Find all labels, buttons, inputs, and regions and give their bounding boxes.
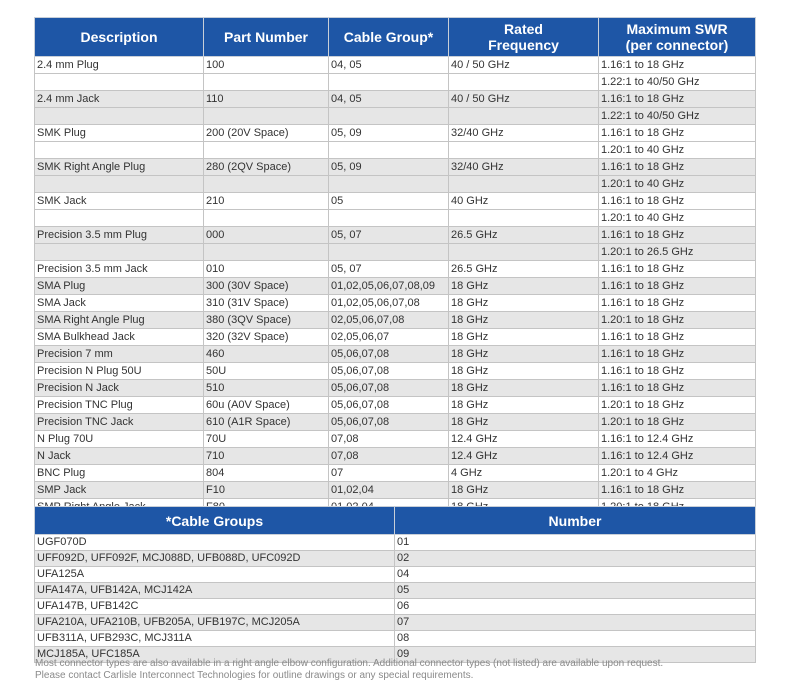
cable-group-names-cell: UFF092D, UFF092F, MCJ088D, UFB088D, UFC092D	[35, 551, 395, 567]
header-maximum-swr: Maximum SWR (per connector)	[599, 18, 756, 57]
part-number-cell: 510	[204, 380, 329, 397]
cable-group-cell	[329, 108, 449, 125]
cable-group-cell: 02,05,06,07,08	[329, 312, 449, 329]
table-row	[35, 363, 756, 380]
part-number-cell: 710	[204, 448, 329, 465]
cable-group-cell: 05	[329, 193, 449, 210]
rated-frequency-cell: 32/40 GHz	[449, 159, 599, 176]
rated-frequency-cell: 18 GHz	[449, 278, 599, 295]
header-cable-groups: *Cable Groups	[35, 507, 395, 535]
part-number-cell: 280 (2QV Space)	[204, 159, 329, 176]
table-row	[35, 414, 756, 431]
max-swr-cell: 1.20:1 to 18 GHz	[599, 397, 756, 414]
description-cell	[35, 142, 204, 159]
rated-frequency-cell: 12.4 GHz	[449, 448, 599, 465]
description-cell: SMK Plug	[35, 125, 204, 142]
table-row	[35, 91, 756, 108]
cable-group-cell: 05,06,07,08	[329, 397, 449, 414]
max-swr-cell: 1.20:1 to 40 GHz	[599, 176, 756, 193]
part-number-cell	[204, 108, 329, 125]
description-cell	[35, 108, 204, 125]
part-number-cell: 50U	[204, 363, 329, 380]
rated-frequency-cell	[449, 74, 599, 91]
description-cell: Precision 7 mm	[35, 346, 204, 363]
part-number-cell: 100	[204, 57, 329, 74]
table-row	[35, 312, 756, 329]
part-number-cell: 460	[204, 346, 329, 363]
part-number-cell: 70U	[204, 431, 329, 448]
table-row	[35, 227, 756, 244]
table-row	[35, 329, 756, 346]
rated-frequency-cell	[449, 142, 599, 159]
cable-groups-table	[34, 506, 756, 663]
group-number-cell: 09	[395, 647, 756, 663]
part-number-cell: 380 (3QV Space)	[204, 312, 329, 329]
max-swr-cell: 1.16:1 to 18 GHz	[599, 295, 756, 312]
description-cell: Precision TNC Plug	[35, 397, 204, 414]
max-swr-cell: 1.16:1 to 18 GHz	[599, 482, 756, 499]
footnote-line-2: Please contact Carlisle Interconnect Technologies for outline drawings or any special requirements.	[35, 670, 474, 681]
rated-frequency-cell: 18 GHz	[449, 295, 599, 312]
part-number-cell: 210	[204, 193, 329, 210]
cable-group-names-cell: UFA147B, UFB142C	[35, 599, 395, 615]
description-cell: N Plug 70U	[35, 431, 204, 448]
max-swr-cell: 1.22:1 to 40/50 GHz	[599, 74, 756, 91]
max-swr-cell: 1.20:1 to 40 GHz	[599, 210, 756, 227]
rated-frequency-cell: 18 GHz	[449, 346, 599, 363]
cable-group-cell: 07	[329, 465, 449, 482]
cable-group-cell: 05, 09	[329, 125, 449, 142]
part-number-cell	[204, 210, 329, 227]
table-row	[35, 448, 756, 465]
cable-group-cell: 05,06,07,08	[329, 380, 449, 397]
description-cell: SMK Jack	[35, 193, 204, 210]
cable-group-cell: 05, 07	[329, 227, 449, 244]
cable-group-cell: 05,06,07,08	[329, 346, 449, 363]
cable-group-cell: 02,05,06,07	[329, 329, 449, 346]
description-cell: BNC Plug	[35, 465, 204, 482]
rated-frequency-cell: 18 GHz	[449, 329, 599, 346]
description-cell: 2.4 mm Jack	[35, 91, 204, 108]
description-cell: SMA Jack	[35, 295, 204, 312]
rated-frequency-cell	[449, 176, 599, 193]
part-number-cell	[204, 74, 329, 91]
cable-group-cell: 04, 05	[329, 91, 449, 108]
table-row	[35, 397, 756, 414]
part-number-cell	[204, 176, 329, 193]
max-swr-cell: 1.16:1 to 18 GHz	[599, 329, 756, 346]
rated-frequency-cell: 40 GHz	[449, 193, 599, 210]
cable-group-cell: 04, 05	[329, 57, 449, 74]
table-row	[35, 193, 756, 210]
description-cell	[35, 74, 204, 91]
table-row	[35, 482, 756, 499]
rated-frequency-cell: 4 GHz	[449, 465, 599, 482]
cable-group-names-cell: UFA147A, UFB142A, MCJ142A	[35, 583, 395, 599]
max-swr-cell: 1.16:1 to 18 GHz	[599, 278, 756, 295]
cable-group-cell	[329, 142, 449, 159]
table-row	[35, 631, 756, 647]
table-row	[35, 599, 756, 615]
max-swr-cell: 1.16:1 to 18 GHz	[599, 159, 756, 176]
table-row	[35, 159, 756, 176]
group-number-cell: 02	[395, 551, 756, 567]
cable-group-cell	[329, 210, 449, 227]
rated-frequency-cell: 18 GHz	[449, 312, 599, 329]
header-part-number: Part Number	[204, 18, 329, 57]
max-swr-cell: 1.16:1 to 18 GHz	[599, 91, 756, 108]
rated-frequency-cell	[449, 108, 599, 125]
table-row	[35, 551, 756, 567]
cable-group-cell	[329, 176, 449, 193]
max-swr-cell: 1.16:1 to 18 GHz	[599, 363, 756, 380]
cable-group-names-cell: UFA125A	[35, 567, 395, 583]
rated-frequency-cell: 18 GHz	[449, 414, 599, 431]
rated-frequency-cell: 26.5 GHz	[449, 261, 599, 278]
cable-group-cell: 05, 07	[329, 261, 449, 278]
description-cell	[35, 176, 204, 193]
group-number-cell: 06	[395, 599, 756, 615]
max-swr-cell: 1.20:1 to 4 GHz	[599, 465, 756, 482]
footnote	[35, 658, 765, 682]
rated-frequency-cell: 32/40 GHz	[449, 125, 599, 142]
group-number-cell: 07	[395, 615, 756, 631]
table-row	[35, 535, 756, 551]
description-cell: Precision N Jack	[35, 380, 204, 397]
table-row	[35, 346, 756, 363]
part-number-cell: 010	[204, 261, 329, 278]
cable-group-names-cell: MCJ185A, UFC185A	[35, 647, 395, 663]
cable-group-cell: 05,06,07,08	[329, 414, 449, 431]
part-number-cell: 60u (A0V Space)	[204, 397, 329, 414]
cable-group-cell: 07,08	[329, 448, 449, 465]
description-cell: SMA Plug	[35, 278, 204, 295]
description-cell: Precision TNC Jack	[35, 414, 204, 431]
header-rated-frequency: Rated Frequency	[449, 18, 599, 57]
part-number-cell	[204, 142, 329, 159]
description-cell: SMA Bulkhead Jack	[35, 329, 204, 346]
cable-group-cell: 01,02,05,06,07,08,09	[329, 278, 449, 295]
table-row	[35, 261, 756, 278]
table-row	[35, 108, 756, 125]
max-swr-cell: 1.20:1 to 18 GHz	[599, 312, 756, 329]
part-number-cell: F10	[204, 482, 329, 499]
cable-groups-header-row	[35, 507, 756, 535]
rated-frequency-cell: 18 GHz	[449, 380, 599, 397]
table-row	[35, 567, 756, 583]
part-number-cell: 300 (30V Space)	[204, 278, 329, 295]
description-cell: Precision 3.5 mm Plug	[35, 227, 204, 244]
cable-group-cell: 01,02,04	[329, 482, 449, 499]
rated-frequency-cell: 40 / 50 GHz	[449, 91, 599, 108]
part-number-cell: 610 (A1R Space)	[204, 414, 329, 431]
specs-header-row	[35, 18, 756, 57]
rated-frequency-cell	[449, 244, 599, 261]
max-swr-cell: 1.16:1 to 18 GHz	[599, 193, 756, 210]
table-row	[35, 244, 756, 261]
group-number-cell: 01	[395, 535, 756, 551]
cable-group-cell	[329, 74, 449, 91]
table-row	[35, 74, 756, 91]
description-cell: SMK Right Angle Plug	[35, 159, 204, 176]
rated-frequency-cell: 40 / 50 GHz	[449, 57, 599, 74]
rated-frequency-cell: 18 GHz	[449, 397, 599, 414]
cable-group-cell: 05, 09	[329, 159, 449, 176]
part-number-cell: 110	[204, 91, 329, 108]
cable-group-cell	[329, 244, 449, 261]
specs-table-body	[35, 57, 756, 516]
header-cable-group: Cable Group*	[329, 18, 449, 57]
rated-frequency-cell	[449, 210, 599, 227]
connector-specs-table	[34, 17, 756, 516]
table-row	[35, 615, 756, 631]
table-row	[35, 125, 756, 142]
header-number: Number	[395, 507, 756, 535]
description-cell: 2.4 mm Plug	[35, 57, 204, 74]
cable-group-cell: 01,02,05,06,07,08	[329, 295, 449, 312]
group-number-cell: 05	[395, 583, 756, 599]
table-row	[35, 278, 756, 295]
part-number-cell: 000	[204, 227, 329, 244]
rated-frequency-cell: 12.4 GHz	[449, 431, 599, 448]
cable-group-names-cell: UFB311A, UFB293C, MCJ311A	[35, 631, 395, 647]
max-swr-cell: 1.16:1 to 18 GHz	[599, 57, 756, 74]
rated-frequency-cell: 18 GHz	[449, 363, 599, 380]
description-cell: Precision N Plug 50U	[35, 363, 204, 380]
cable-group-cell: 05,06,07,08	[329, 363, 449, 380]
table-row	[35, 210, 756, 227]
cable-group-names-cell: UFA210A, UFA210B, UFB205A, UFB197C, MCJ205A	[35, 615, 395, 631]
group-number-cell: 04	[395, 567, 756, 583]
table-row	[35, 380, 756, 397]
cable-group-cell: 07,08	[329, 431, 449, 448]
part-number-cell: 310 (31V Space)	[204, 295, 329, 312]
description-cell	[35, 244, 204, 261]
part-number-cell: 200 (20V Space)	[204, 125, 329, 142]
header-description: Description	[35, 18, 204, 57]
max-swr-cell: 1.16:1 to 18 GHz	[599, 261, 756, 278]
max-swr-cell: 1.16:1 to 18 GHz	[599, 346, 756, 363]
max-swr-cell: 1.16:1 to 18 GHz	[599, 227, 756, 244]
description-cell	[35, 210, 204, 227]
table-row	[35, 176, 756, 193]
max-swr-cell: 1.20:1 to 40 GHz	[599, 142, 756, 159]
cable-group-names-cell: UGF070D	[35, 535, 395, 551]
table-row	[35, 431, 756, 448]
part-number-cell	[204, 244, 329, 261]
part-number-cell: 320 (32V Space)	[204, 329, 329, 346]
table-row	[35, 465, 756, 482]
max-swr-cell: 1.22:1 to 40/50 GHz	[599, 108, 756, 125]
max-swr-cell: 1.20:1 to 18 GHz	[599, 414, 756, 431]
description-cell: Precision 3.5 mm Jack	[35, 261, 204, 278]
description-cell: SMA Right Angle Plug	[35, 312, 204, 329]
table-row	[35, 583, 756, 599]
max-swr-cell: 1.16:1 to 12.4 GHz	[599, 448, 756, 465]
footnote-line-1: Most connector types are also available in a right angle elbow configuration. Additional connector types (not listed) are available upon request.	[35, 658, 664, 669]
table-row	[35, 142, 756, 159]
table-row	[35, 57, 756, 74]
rated-frequency-cell: 26.5 GHz	[449, 227, 599, 244]
description-cell: SMP Jack	[35, 482, 204, 499]
table-row	[35, 295, 756, 312]
max-swr-cell: 1.16:1 to 18 GHz	[599, 125, 756, 142]
part-number-cell: 804	[204, 465, 329, 482]
max-swr-cell: 1.16:1 to 18 GHz	[599, 380, 756, 397]
rated-frequency-cell: 18 GHz	[449, 482, 599, 499]
max-swr-cell: 1.20:1 to 26.5 GHz	[599, 244, 756, 261]
cable-groups-body	[35, 535, 756, 663]
group-number-cell: 08	[395, 631, 756, 647]
max-swr-cell: 1.16:1 to 12.4 GHz	[599, 431, 756, 448]
description-cell: N Jack	[35, 448, 204, 465]
